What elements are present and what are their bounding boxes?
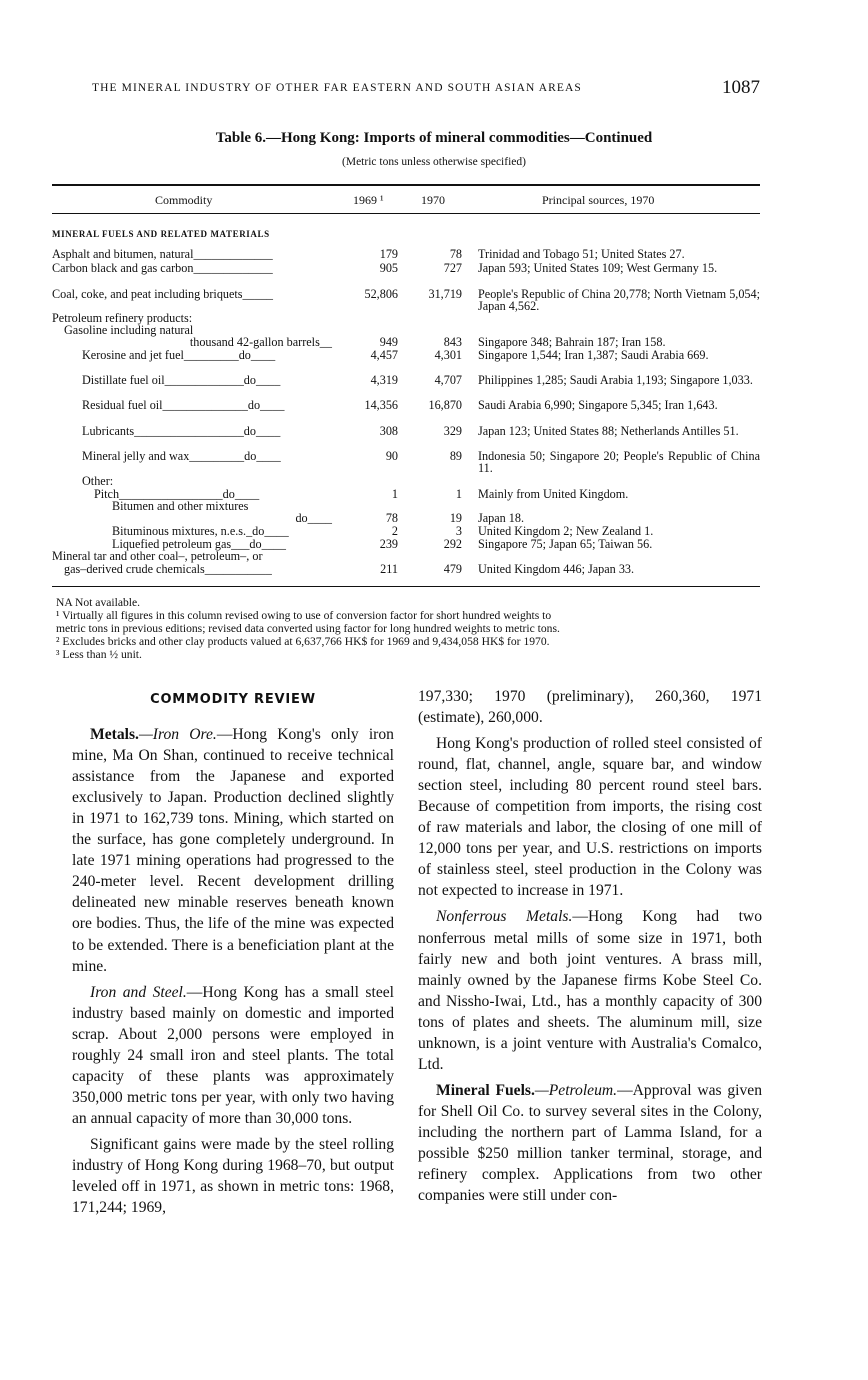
cell-commodity: Petroleum refinery products: xyxy=(52,311,193,325)
cell-sources: Japan 593; United States 109; West Germany 15. xyxy=(478,261,718,275)
table-footnotes xyxy=(56,596,764,661)
table-title: Table 6.—Hong Kong: Imports of mineral commodities—Continued xyxy=(215,130,653,146)
cell-1970: 89 xyxy=(449,449,462,463)
cell-1969: 2 xyxy=(391,524,398,538)
body-text: 197,330; 1970 (preliminary), 260,360, 1971 (estimate), 260,000. xyxy=(418,688,762,727)
paragraph-fuels xyxy=(418,1080,762,1206)
cell-1969: 949 xyxy=(379,335,398,349)
cell-1970: 1 xyxy=(455,487,462,501)
cell-commodity: Bituminous mixtures, n.e.s._do____ xyxy=(112,524,289,538)
table-subtitle: (Metric tons unless otherwise specified) xyxy=(342,156,526,168)
paragraph-rolled-steel xyxy=(418,733,762,901)
cell-sources: United Kingdom 2; New Zealand 1. xyxy=(478,524,654,538)
cell-1969: 179 xyxy=(379,247,398,261)
subheading: Iron and Steel. xyxy=(90,983,187,1001)
cell-commodity: Gasoline including natural xyxy=(64,323,194,337)
footnote: metric tons in previous editions; revised data converted using factor for long hundred weights to metric tons. xyxy=(56,622,560,635)
table-header-rule xyxy=(52,213,760,214)
cell-1970: 292 xyxy=(443,537,462,551)
cell-sources: Singapore 75; Japan 65; Taiwan 56. xyxy=(478,537,653,551)
text-column-right xyxy=(418,686,762,1211)
body-text: —Hong Kong had two nonferrous metal mills of some size in 1971, both fairly new and both joint ventures. A brass mill, mainly owned by the Japanese firms Kobe Steel Co. and Nissho-Iwai, Ltd., has a monthly capacity of 300 tons of plates and sheets. The aluminum mill, size unknown, is a joint venture with Australia's Comalco, Ltd. xyxy=(418,908,762,1073)
cell-1970: 78 xyxy=(449,247,462,261)
cell-commodity: Mineral jelly and wax_________do____ xyxy=(82,449,281,463)
cell-commodity: thousand 42-gallon barrels__ xyxy=(189,335,332,349)
paragraph-rolling-cont xyxy=(418,686,762,728)
subheading: —Iron Ore. xyxy=(138,726,217,744)
col-header-1970: 1970 xyxy=(421,193,445,207)
table-section-label: MINERAL FUELS AND RELATED MATERIALS xyxy=(52,229,270,239)
cell-commodity: gas–derived crude chemicals___________ xyxy=(64,562,272,576)
cell-sources: Japan 123; United States 88; Netherlands Antilles 51. xyxy=(478,424,739,438)
cell-1969: 4,457 xyxy=(370,348,398,362)
cell-1970: 31,719 xyxy=(428,287,462,301)
cell-1970: 3 xyxy=(455,524,462,538)
cell-commodity: Asphalt and bitumen, natural_____________ xyxy=(52,247,273,261)
cell-sources: Singapore 348; Bahrain 187; Iran 158. xyxy=(478,335,666,349)
cell-sources: Mainly from United Kingdom. xyxy=(478,487,629,501)
cell-1970: 727 xyxy=(443,261,462,275)
cell-commodity: Lubricants__________________do____ xyxy=(82,424,281,438)
table-bottom-rule xyxy=(52,586,760,587)
paragraph-iron-ore xyxy=(72,724,394,977)
cell-1969: 239 xyxy=(379,537,398,551)
cell-1969: 211 xyxy=(380,562,398,576)
cell-sources: Saudi Arabia 6,990; Singapore 5,345; Iran 1,643. xyxy=(478,398,718,412)
col-header-1969: 1969 ¹ xyxy=(353,193,384,207)
body-text: —Hong Kong has a small steel industry based mainly on domestic and imported scrap. About 2,000 persons were employed in roughly 24 small iron and steel plants. The total capacity of these plants was approximately 350,000 metric tons per year, with only two having an annual capacity of more than 30,000 tons. xyxy=(72,983,394,1127)
cell-1970: 843 xyxy=(443,335,462,349)
footnote: NA Not available. xyxy=(56,596,141,609)
cell-commodity: Pitch_________________do____ xyxy=(94,487,260,501)
cell-commodity: Mineral tar and other coal–, petroleum–, or xyxy=(52,549,263,563)
cell-commodity: Other: xyxy=(82,474,114,488)
cell-1970: 4,707 xyxy=(434,373,462,387)
col-header-sources: Principal sources, 1970 xyxy=(542,193,655,207)
col-header-commodity: Commodity xyxy=(155,193,213,207)
subheading: Nonferrous Metals. xyxy=(436,908,573,926)
body-text: —Hong Kong's only iron mine, Ma On Shan, continued to receive technical assistance from the Japanese and exported exclusively to Japan. Production declined slightly in 1971 to 162,739 tons. Mining, which started on the surface, has gone completely underground. In late 1971 mining operations had progressed to the 240-meter level. Recent development drilling delineated new minable reserves beneath known ore bodies. Thus, the life of the mine was expected to be extended. There is a beneficiation plant at the mine. xyxy=(72,726,394,975)
paragraph-iron-steel xyxy=(72,982,394,1129)
running-head-title: THE MINERAL INDUSTRY OF OTHER FAR EASTERN AND SOUTH ASIAN AREAS xyxy=(92,82,582,94)
cell-1969: 4,319 xyxy=(370,373,398,387)
footnote: ² Excludes bricks and other clay products valued at 6,637,766 HK$ for 1969 and 9,434,058 HK$ for 1970. xyxy=(56,635,550,648)
cell-commodity: Carbon black and gas carbon_____________ xyxy=(52,261,273,275)
cell-1969: 14,356 xyxy=(364,398,398,412)
paragraph-rolling xyxy=(72,1134,394,1218)
running-head xyxy=(92,78,760,102)
text-column-left xyxy=(72,689,394,1223)
cell-1969: 308 xyxy=(379,424,398,438)
cell-commodity: Residual fuel oil______________do____ xyxy=(82,398,285,412)
run-in-heading: Metals. xyxy=(90,726,139,744)
cell-1970: 4,301 xyxy=(434,348,462,362)
cell-sources: Indonesia 50; Singapore 20; People's Republic of China 11. xyxy=(478,449,760,475)
body-text: Hong Kong's production of rolled steel consisted of round, flat, channel, angle, square bar, and window section steel, including 80 percent round steel bars. Because of competition from imports, the rising cost of raw materials and labor, the closing of one mill of 12,000 tons per year, and U.S. restrictions on imports of stainless steel, steel production in the Colony was not expected to increase in 1971. xyxy=(418,735,762,900)
footnote: ³ Less than ½ unit. xyxy=(56,648,142,661)
cell-commodity: Distillate fuel oil_____________do____ xyxy=(82,373,281,387)
cell-1969: 90 xyxy=(385,449,398,463)
section-heading: COMMODITY REVIEW xyxy=(150,692,316,707)
subheading: —Petroleum. xyxy=(534,1081,618,1099)
cell-sources: United Kingdom 446; Japan 33. xyxy=(478,562,635,576)
footnote: ¹ Virtually all figures in this column revised owing to use of conversion factor for short hundred weights to xyxy=(56,609,552,622)
cell-1969: 52,806 xyxy=(364,287,398,301)
run-in-heading: Mineral Fuels. xyxy=(436,1081,535,1099)
cell-commodity: Bitumen and other mixtures xyxy=(112,499,249,513)
body-text: Significant gains were made by the steel rolling industry of Hong Kong during 1968–70, but output leveled off in 1971, as shown in metric tons: 1968, 171,244; 1969, xyxy=(72,1135,394,1217)
cell-sources: Trinidad and Tobago 51; United States 27. xyxy=(478,247,685,261)
body-text: —Approval was given for Shell Oil Co. to survey several sites in the Colony, including the northern part of Lamma Island, for a possible $250 million tanker terminal, storage, and refinery complex. Applications from two other companies were still under con- xyxy=(418,1081,763,1205)
cell-sources: Japan 18. xyxy=(478,511,525,525)
table-top-rule-double xyxy=(52,185,760,186)
cell-1970: 479 xyxy=(443,562,462,576)
cell-1969: 78 xyxy=(385,511,398,525)
cell-1970: 329 xyxy=(443,424,462,438)
cell-commodity: Liquefied petroleum gas___do____ xyxy=(112,537,286,551)
cell-1969: 1 xyxy=(391,487,398,501)
cell-1969: 905 xyxy=(379,261,398,275)
cell-commodity: Coal, coke, and peat including briquets_____ xyxy=(52,287,274,301)
cell-sources: People's Republic of China 20,778; North Vietnam 5,054; Japan 4,562. xyxy=(478,287,760,313)
cell-sources: Philippines 1,285; Saudi Arabia 1,193; Singapore 1,033. xyxy=(478,373,753,387)
cell-sources: Singapore 1,544; Iran 1,387; Saudi Arabia 669. xyxy=(478,348,709,362)
page-number: 1087 xyxy=(722,77,760,98)
cell-commodity: Kerosine and jet fuel_________do____ xyxy=(82,348,276,362)
cell-1970: 16,870 xyxy=(428,398,462,412)
paragraph-nonferrous xyxy=(418,906,762,1074)
cell-1970: 19 xyxy=(449,511,462,525)
cell-commodity: do____ xyxy=(295,511,332,525)
